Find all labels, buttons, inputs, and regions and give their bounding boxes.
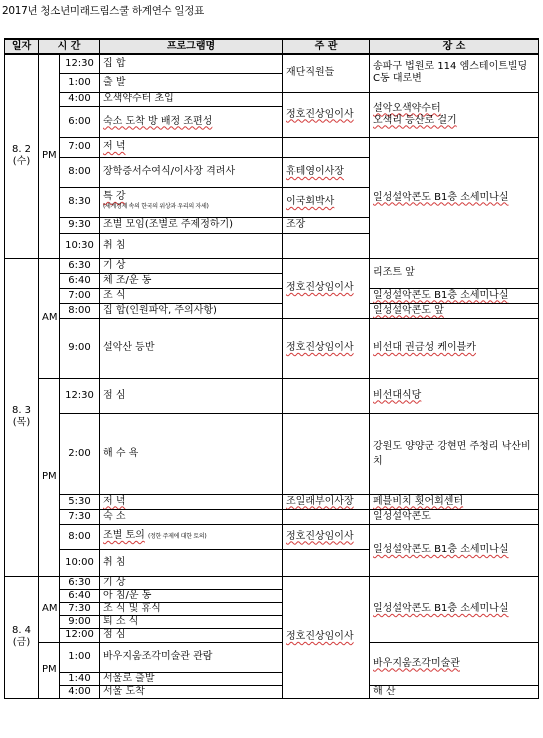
ampm-cell: AM — [39, 576, 60, 642]
table-row — [5, 378, 539, 413]
time-cell: 1:00 — [60, 642, 100, 672]
host-text: 정호진상임이사 — [286, 530, 354, 542]
time-cell: 9:00 — [60, 318, 100, 378]
host-text: 조일래부이사장 — [286, 495, 354, 507]
table-row — [5, 413, 539, 494]
time-cell: 7:30 — [60, 602, 100, 615]
time-cell: 12:30 — [60, 378, 100, 413]
host-cell — [283, 157, 370, 187]
program-cell: 서울로 출발 — [100, 672, 283, 685]
place-cell — [370, 288, 539, 303]
program-cell: 조별 모임(조별로 주제정하기) — [100, 217, 283, 233]
host-cell: 재단직원들 — [283, 54, 370, 92]
place-cell — [370, 576, 539, 642]
place-cell: 해 산 — [370, 685, 539, 698]
program-cell: 취 침 — [100, 549, 283, 576]
place-cell: 리조트 앞 — [370, 258, 539, 288]
place-text: 비선대식당 — [373, 389, 422, 401]
table-row — [5, 54, 539, 73]
place-text: 일성설악콘도 B1층 소세미나실 — [373, 603, 509, 614]
header-place: 장 소 — [370, 39, 539, 54]
host-text: 이국회박사 — [286, 196, 335, 207]
host-cell — [283, 509, 370, 524]
program-cell: 점 심 — [100, 628, 283, 642]
place-cell: 강원도 양양군 강현면 주청리 낙산비치 — [370, 413, 539, 494]
place-cell — [370, 92, 539, 137]
time-cell: 10:00 — [60, 549, 100, 576]
host-cell — [283, 549, 370, 576]
place-text: 일성설악콘도 B1층 소세미나실 — [373, 289, 509, 301]
time-cell: 7:00 — [60, 288, 100, 303]
program-text: 저 녁 — [103, 495, 126, 507]
table-row — [5, 92, 539, 106]
program-cell: 기 상 — [100, 576, 283, 589]
program-cell — [100, 187, 283, 217]
program-cell: 장학증서수여식/이사장 격려사 — [100, 157, 283, 187]
time-cell: 6:30 — [60, 576, 100, 589]
table-row — [5, 524, 539, 549]
program-cell: 취 침 — [100, 233, 283, 258]
time-cell: 2:00 — [60, 413, 100, 494]
time-cell: 12:00 — [60, 628, 100, 642]
host-cell — [283, 233, 370, 258]
place-text: 페블비치 횟어회센터 — [373, 495, 464, 507]
ampm-cell: PM — [39, 642, 60, 698]
host-cell — [283, 137, 370, 157]
place-text: 일성설악콘도 B1층 소세미나실 — [373, 191, 509, 203]
time-cell: 9:30 — [60, 217, 100, 233]
host-cell — [283, 524, 370, 549]
place-cell — [370, 642, 539, 685]
host-text: 정호진상임이사 — [286, 108, 354, 120]
table-row — [5, 576, 539, 589]
time-cell: 12:30 — [60, 54, 100, 73]
place-cell — [370, 524, 539, 576]
program-text: 조별 토의 — [103, 530, 145, 541]
program-cell: 바우지움조각미술관 관람 — [100, 642, 283, 672]
program-subtext: (세계경제 속의 한국의 위상과 우리의 자세) — [103, 203, 209, 210]
place-cell: 송파구 법원로 114 엠스테이트빌딩 C동 대로변 — [370, 54, 539, 92]
ampm-cell: PM — [39, 54, 60, 258]
ampm-cell: AM — [39, 258, 60, 378]
time-cell: 8:30 — [60, 187, 100, 217]
host-cell — [283, 576, 370, 698]
place-cell — [370, 494, 539, 509]
program-cell: 조 식 — [100, 288, 283, 303]
place-text: 일성설악콘도 앞 — [373, 304, 444, 316]
table-row — [5, 303, 539, 318]
host-cell — [283, 413, 370, 494]
program-text: 특 강 — [103, 191, 126, 202]
time-cell: 4:00 — [60, 685, 100, 698]
time-cell: 8:00 — [60, 524, 100, 549]
place-cell — [370, 378, 539, 413]
time-cell: 7:00 — [60, 137, 100, 157]
program-cell: 집 합 — [100, 54, 283, 73]
time-cell: 1:40 — [60, 672, 100, 685]
table-row — [5, 318, 539, 378]
program-cell: 퇴 소 식 — [100, 615, 283, 628]
host-text: 정호진상임이사 — [286, 342, 354, 353]
time-cell: 8:00 — [60, 157, 100, 187]
host-text: 정호진상임이사 — [286, 282, 354, 293]
program-cell: 숙 소 — [100, 509, 283, 524]
program-cell: 설악산 등반 — [100, 318, 283, 378]
program-cell: 기 상 — [100, 258, 283, 273]
host-text: 정호진상임이사 — [286, 631, 354, 642]
time-cell: 10:30 — [60, 233, 100, 258]
program-cell: 출 발 — [100, 73, 283, 92]
place-cell: 일성설악콘도 — [370, 509, 539, 524]
program-cell: 조 식 및 휴식 — [100, 602, 283, 615]
time-cell: 1:00 — [60, 73, 100, 92]
time-cell: 7:30 — [60, 509, 100, 524]
header-host: 주 관 — [283, 39, 370, 54]
header-row — [5, 39, 539, 54]
program-cell — [100, 106, 283, 137]
program-text: 저 녁 — [103, 141, 126, 152]
table-row — [5, 685, 539, 698]
ampm-cell: PM — [39, 378, 60, 576]
document-title: 2017년 청소년미래드림스쿨 하계연수 일정표 — [2, 5, 204, 17]
place-cell — [370, 137, 539, 258]
program-cell: 집 합(인원파악, 주의사항) — [100, 303, 283, 318]
day-cell: 8. 2 (수) — [5, 54, 39, 258]
program-cell: 체 조/운 동 — [100, 273, 283, 288]
host-cell — [283, 318, 370, 378]
time-cell: 4:00 — [60, 92, 100, 106]
time-cell: 8:00 — [60, 303, 100, 318]
header-day: 일자 — [5, 39, 39, 54]
day-cell: 8. 3 (목) — [5, 258, 39, 576]
table-row — [5, 137, 539, 157]
program-cell: 해 수 욕 — [100, 413, 283, 494]
time-cell: 6:00 — [60, 106, 100, 137]
header-program: 프로그램명 — [100, 39, 283, 54]
table-row — [5, 494, 539, 509]
host-cell — [283, 258, 370, 318]
day-cell: 8. 4 (금) — [5, 576, 39, 698]
program-cell: 오색약수터 초입 — [100, 92, 283, 106]
program-cell — [100, 524, 283, 549]
table-row — [5, 642, 539, 672]
program-cell: 서울 도착 — [100, 685, 283, 698]
host-cell — [283, 494, 370, 509]
time-cell: 9:00 — [60, 615, 100, 628]
schedule-table — [4, 38, 539, 699]
time-cell: 6:40 — [60, 273, 100, 288]
table-row — [5, 258, 539, 273]
table-row — [5, 288, 539, 303]
place-text: 설악오색약수터 오색리 등산로 걸기 — [373, 102, 457, 126]
host-text: 휴테영이사장 — [286, 166, 344, 177]
host-cell: 조장 — [283, 217, 370, 233]
place-cell — [370, 303, 539, 318]
program-subtext: (정한 주제에 대한 토의) — [148, 533, 207, 540]
host-cell — [283, 378, 370, 413]
place-text: 바우지움조각미술관 — [373, 657, 460, 669]
time-cell: 5:30 — [60, 494, 100, 509]
place-text: 비선대 권금성 케이블카 — [373, 342, 476, 353]
place-cell — [370, 318, 539, 378]
host-cell — [283, 187, 370, 217]
program-cell — [100, 494, 283, 509]
place-text: 일성설악콘도 B1층 소세미나실 — [373, 544, 509, 555]
header-time: 시 간 — [39, 39, 100, 54]
program-cell: 점 심 — [100, 378, 283, 413]
table-row — [5, 509, 539, 524]
program-cell: 아 침/운 동 — [100, 589, 283, 602]
program-cell — [100, 137, 283, 157]
program-text: 숙소 도착 방 배정 조편성 — [103, 115, 213, 127]
time-cell: 6:40 — [60, 589, 100, 602]
host-cell — [283, 92, 370, 137]
time-cell: 6:30 — [60, 258, 100, 273]
